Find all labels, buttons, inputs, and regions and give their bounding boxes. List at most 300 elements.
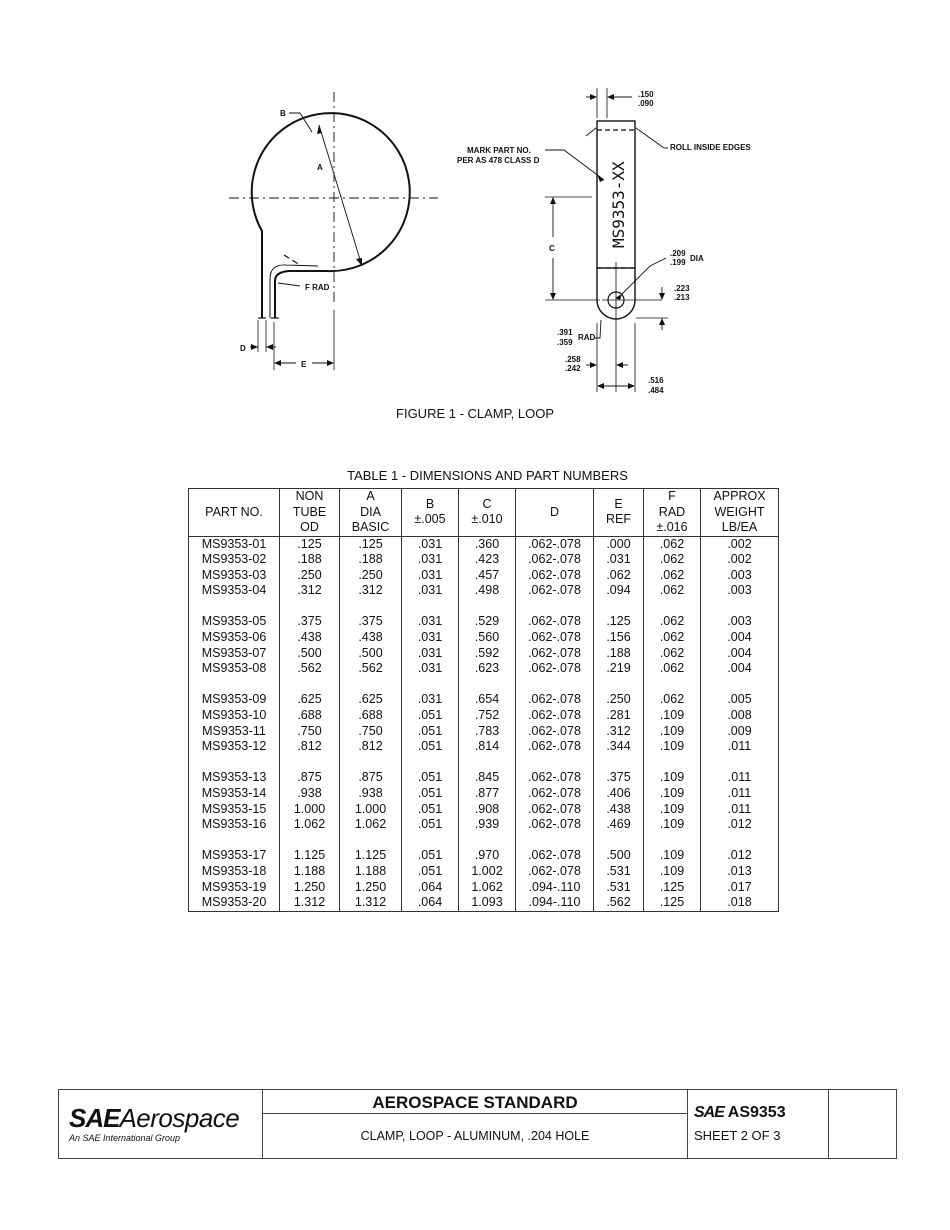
document-number-cell <box>688 1090 829 1158</box>
header-line: APPROX <box>713 489 766 503</box>
table-cell: .051 <box>402 802 459 818</box>
table-row <box>189 802 779 818</box>
table-cell: .281 <box>594 708 644 724</box>
part-number-cell: MS9353-18 <box>189 864 280 880</box>
table-cell: .560 <box>459 630 516 646</box>
table-cell: .062-.078 <box>516 614 594 630</box>
spacer-cell <box>340 833 402 849</box>
header-cell <box>340 489 402 537</box>
spacer-cell <box>516 755 594 771</box>
table-cell: .031 <box>402 568 459 584</box>
table-cell: .562 <box>594 895 644 911</box>
part-number-cell: MS9353-15 <box>189 802 280 818</box>
label-a: A <box>317 163 323 172</box>
table-cell: .062-.078 <box>516 568 594 584</box>
table-cell: .109 <box>644 786 701 802</box>
table-row <box>189 786 779 802</box>
table-cell: .938 <box>280 786 340 802</box>
header-line: LB/EA <box>721 520 758 534</box>
group-spacer <box>189 755 779 771</box>
part-number-cell: MS9353-10 <box>189 708 280 724</box>
table-cell: 1.188 <box>340 864 402 880</box>
table-cell: .783 <box>459 724 516 740</box>
table-cell: .812 <box>340 739 402 755</box>
table-cell: .031 <box>402 614 459 630</box>
part-number-cell: MS9353-02 <box>189 552 280 568</box>
document-subtitle: CLAMP, LOOP - ALUMINUM, .204 HOLE <box>360 1129 590 1143</box>
table-cell: .908 <box>459 802 516 818</box>
table-cell: .125 <box>280 536 340 552</box>
table-cell: .031 <box>402 646 459 662</box>
table-cell: .625 <box>280 692 340 708</box>
table-cell: .009 <box>701 724 779 740</box>
table-row <box>189 692 779 708</box>
table-cell: 1.000 <box>280 802 340 818</box>
table-cell: .109 <box>644 817 701 833</box>
table-cell: .051 <box>402 817 459 833</box>
table-cell: .062-.078 <box>516 630 594 646</box>
table-row <box>189 568 779 584</box>
table-cell: .012 <box>701 817 779 833</box>
table-cell: .051 <box>402 848 459 864</box>
table-cell: .531 <box>594 864 644 880</box>
table-cell: .094-.110 <box>516 880 594 896</box>
table-cell: .312 <box>594 724 644 740</box>
label-f-rad: F RAD <box>305 283 330 292</box>
table-cell: .062-.078 <box>516 864 594 880</box>
table-cell: .375 <box>340 614 402 630</box>
spacer-cell <box>189 755 280 771</box>
header-line: A <box>366 489 375 503</box>
table-cell: .062 <box>644 692 701 708</box>
table-cell: .062-.078 <box>516 724 594 740</box>
spacer-cell <box>340 677 402 693</box>
spacer-cell <box>402 833 459 849</box>
header-line: B <box>425 496 435 511</box>
document-type-title: AEROSPACE STANDARD <box>263 1090 687 1114</box>
table-cell: .375 <box>280 614 340 630</box>
table-cell: .062-.078 <box>516 692 594 708</box>
group-spacer <box>189 677 779 693</box>
table-cell: .562 <box>340 661 402 677</box>
table-cell: .970 <box>459 848 516 864</box>
clamp-loop-drawing <box>0 0 950 430</box>
part-number-cell: MS9353-19 <box>189 880 280 896</box>
part-number-cell: MS9353-09 <box>189 692 280 708</box>
logo-tagline: An SAE International Group <box>69 1133 181 1143</box>
table-cell: .062 <box>644 536 701 552</box>
table-cell: .062-.078 <box>516 802 594 818</box>
table-row <box>189 661 779 677</box>
table-row <box>189 614 779 630</box>
table-cell: 1.125 <box>280 848 340 864</box>
table-cell: .109 <box>644 724 701 740</box>
header-cell <box>280 489 340 537</box>
table-cell: .814 <box>459 739 516 755</box>
table-row <box>189 552 779 568</box>
spacer-cell <box>594 833 644 849</box>
table-cell: .188 <box>280 552 340 568</box>
table-cell: .094-.110 <box>516 895 594 911</box>
label-roll-inside-edges: ROLL INSIDE EDGES <box>670 143 751 152</box>
table-header <box>189 489 779 537</box>
header-line: C <box>482 496 492 511</box>
table-cell: .064 <box>402 895 459 911</box>
spacer-cell <box>402 677 459 693</box>
spacer-cell <box>280 599 340 615</box>
table-cell: .094 <box>594 583 644 599</box>
label-offset-242: .242 <box>565 364 581 373</box>
table-cell: .062-.078 <box>516 536 594 552</box>
table-cell: .250 <box>594 692 644 708</box>
table-cell: .109 <box>644 770 701 786</box>
header-cell <box>459 489 516 537</box>
sae-mark-small: SAE <box>694 1104 724 1121</box>
table-row <box>189 708 779 724</box>
table-cell: .062 <box>644 583 701 599</box>
label-d: D <box>240 344 246 353</box>
table-cell: 1.250 <box>340 880 402 896</box>
header-line: OD <box>300 520 319 534</box>
spacer-cell <box>402 599 459 615</box>
table-cell: .017 <box>701 880 779 896</box>
table-cell: .469 <box>594 817 644 833</box>
table-cell: .062-.078 <box>516 661 594 677</box>
header-line: WEIGHT <box>714 504 765 519</box>
spacer-cell <box>189 677 280 693</box>
table-cell: .219 <box>594 661 644 677</box>
table-cell: .031 <box>402 661 459 677</box>
table-cell: .939 <box>459 817 516 833</box>
table-cell: .062 <box>644 568 701 584</box>
spacer-cell <box>459 833 516 849</box>
table-cell: .125 <box>644 895 701 911</box>
spacer-cell <box>189 833 280 849</box>
table-cell: .051 <box>402 786 459 802</box>
table-cell: .875 <box>280 770 340 786</box>
spacer-cell <box>701 677 779 693</box>
label-hole-209: .209 <box>670 249 686 258</box>
table-row <box>189 739 779 755</box>
table-cell: .062-.078 <box>516 646 594 662</box>
table-cell: .004 <box>701 661 779 677</box>
table-cell: .592 <box>459 646 516 662</box>
spacer-cell <box>701 755 779 771</box>
spacer-cell <box>594 599 644 615</box>
table-cell: .125 <box>594 614 644 630</box>
table-cell: .312 <box>280 583 340 599</box>
table-cell: .051 <box>402 864 459 880</box>
table-cell: .562 <box>280 661 340 677</box>
table-cell: .031 <box>594 552 644 568</box>
table-cell: .344 <box>594 739 644 755</box>
table-cell: .938 <box>340 786 402 802</box>
table-cell: .654 <box>459 692 516 708</box>
header-line: NON <box>295 489 324 503</box>
part-number-cell: MS9353-16 <box>189 817 280 833</box>
table-cell: .500 <box>594 848 644 864</box>
table-row <box>189 724 779 740</box>
header-line: ±.016 <box>656 520 688 534</box>
spacer-cell <box>644 755 701 771</box>
table-cell: 1.093 <box>459 895 516 911</box>
header-line: PART NO. <box>205 504 263 519</box>
title-cell <box>263 1090 688 1158</box>
table-cell: .062-.078 <box>516 552 594 568</box>
table-cell: .109 <box>644 739 701 755</box>
label-mark-part-line2: PER AS 478 CLASS D <box>457 156 540 165</box>
group-spacer <box>189 599 779 615</box>
table-cell: .500 <box>280 646 340 662</box>
table-cell: .062-.078 <box>516 786 594 802</box>
table-cell: .011 <box>701 786 779 802</box>
table-cell: .004 <box>701 630 779 646</box>
label-edge-223: .223 <box>674 284 690 293</box>
label-rad-391: .391 <box>557 328 573 337</box>
document-number <box>694 1104 786 1122</box>
part-number-cell: MS9353-17 <box>189 848 280 864</box>
part-number-cell: MS9353-20 <box>189 895 280 911</box>
label-rad-359: .359 <box>557 338 573 347</box>
spacer-cell <box>189 599 280 615</box>
part-number-cell: MS9353-07 <box>189 646 280 662</box>
label-c: C <box>549 244 555 253</box>
table-cell: .051 <box>402 739 459 755</box>
table-row <box>189 895 779 911</box>
logo-aerospace-text: Aerospace <box>119 1103 240 1133</box>
label-offset-258: .258 <box>565 355 581 364</box>
header-cell <box>189 489 280 537</box>
table-cell: .004 <box>701 646 779 662</box>
dimensions-table <box>188 488 779 912</box>
table-cell: .845 <box>459 770 516 786</box>
label-width-150: .150 <box>638 90 654 99</box>
table-cell: 1.312 <box>340 895 402 911</box>
part-number-cell: MS9353-01 <box>189 536 280 552</box>
table-cell: .011 <box>701 802 779 818</box>
doc-number-text: AS9353 <box>727 1104 786 1121</box>
table-cell: .062-.078 <box>516 739 594 755</box>
table-cell: .031 <box>402 692 459 708</box>
spacer-cell <box>280 833 340 849</box>
table-cell: .062 <box>644 614 701 630</box>
table-cell: .312 <box>340 583 402 599</box>
table-row <box>189 536 779 552</box>
table-cell: .109 <box>644 708 701 724</box>
spacer-cell <box>280 755 340 771</box>
table-cell: 1.188 <box>280 864 340 880</box>
table-cell: .877 <box>459 786 516 802</box>
header-cell <box>644 489 701 537</box>
table-cell: .062 <box>644 661 701 677</box>
table-cell: .125 <box>644 880 701 896</box>
table-cell: .051 <box>402 770 459 786</box>
spacer-cell <box>340 755 402 771</box>
label-b: B <box>280 109 286 118</box>
spacer-cell <box>594 677 644 693</box>
label-width-090: .090 <box>638 99 654 108</box>
part-number-cell: MS9353-04 <box>189 583 280 599</box>
table-cell: .062-.078 <box>516 770 594 786</box>
spacer-cell <box>402 755 459 771</box>
table-cell: .750 <box>340 724 402 740</box>
table-title: TABLE 1 - DIMENSIONS AND PART NUMBERS <box>347 468 628 483</box>
table-cell: .018 <box>701 895 779 911</box>
spacer-cell <box>459 755 516 771</box>
table-cell: 1.000 <box>340 802 402 818</box>
table-cell: .002 <box>701 536 779 552</box>
table-cell: .008 <box>701 708 779 724</box>
table-body <box>189 536 779 911</box>
header-line: RAD <box>658 504 686 519</box>
table-cell: 1.250 <box>280 880 340 896</box>
part-number-cell: MS9353-11 <box>189 724 280 740</box>
table-cell: .051 <box>402 708 459 724</box>
table-cell: .500 <box>340 646 402 662</box>
table-cell: .005 <box>701 692 779 708</box>
label-hole-dia: DIA <box>690 254 704 263</box>
table-cell: 1.125 <box>340 848 402 864</box>
part-number-cell: MS9353-12 <box>189 739 280 755</box>
table-cell: .250 <box>340 568 402 584</box>
table-row <box>189 817 779 833</box>
table-cell: .031 <box>402 552 459 568</box>
table-cell: .003 <box>701 568 779 584</box>
table-cell: .250 <box>280 568 340 584</box>
table-cell: 1.062 <box>280 817 340 833</box>
sheet-number: SHEET 2 OF 3 <box>694 1128 781 1143</box>
table-cell: .531 <box>594 880 644 896</box>
table-cell: .062-.078 <box>516 583 594 599</box>
sae-aerospace-logo <box>59 1090 263 1158</box>
spacer-cell <box>516 833 594 849</box>
table-cell: .064 <box>402 880 459 896</box>
table-cell: .011 <box>701 739 779 755</box>
revision-cell <box>829 1090 896 1158</box>
header-line: DIA <box>360 504 381 519</box>
table-cell: .002 <box>701 552 779 568</box>
table-cell: .625 <box>340 692 402 708</box>
group-spacer <box>189 833 779 849</box>
table-cell: .688 <box>280 708 340 724</box>
spacer-cell <box>459 599 516 615</box>
spacer-cell <box>701 833 779 849</box>
table-cell: .062 <box>644 646 701 662</box>
table-cell: .031 <box>402 630 459 646</box>
table-cell: .438 <box>280 630 340 646</box>
title-block <box>58 1089 897 1159</box>
label-e: E <box>301 360 307 369</box>
label-width-484: .484 <box>648 386 664 395</box>
table-row <box>189 583 779 599</box>
header-line: E <box>614 496 623 511</box>
table-cell: 1.002 <box>459 864 516 880</box>
header-line: BASIC <box>351 520 390 534</box>
header-cell <box>402 489 459 537</box>
spacer-cell <box>280 677 340 693</box>
table-cell: .529 <box>459 614 516 630</box>
label-mark-part-line1: MARK PART NO. <box>467 146 531 155</box>
table-cell: .623 <box>459 661 516 677</box>
table-cell: .011 <box>701 770 779 786</box>
table-cell: .125 <box>340 536 402 552</box>
table-row <box>189 630 779 646</box>
table-row <box>189 646 779 662</box>
table-cell: .438 <box>340 630 402 646</box>
table-cell: .062 <box>594 568 644 584</box>
table-cell: .013 <box>701 864 779 880</box>
part-number-cell: MS9353-14 <box>189 786 280 802</box>
table-cell: .188 <box>594 646 644 662</box>
spacer-cell <box>644 833 701 849</box>
table-row <box>189 848 779 864</box>
table-cell: .752 <box>459 708 516 724</box>
table-cell: .750 <box>280 724 340 740</box>
table-cell: .062-.078 <box>516 848 594 864</box>
table-cell: .423 <box>459 552 516 568</box>
header-line: ±.010 <box>471 512 503 527</box>
header-cell <box>594 489 644 537</box>
table-cell: .457 <box>459 568 516 584</box>
table-cell: .000 <box>594 536 644 552</box>
table-cell: .498 <box>459 583 516 599</box>
spacer-cell <box>459 677 516 693</box>
header-cell <box>701 489 779 537</box>
table-cell: .031 <box>402 536 459 552</box>
table-cell: .375 <box>594 770 644 786</box>
header-line: ±.005 <box>414 512 446 527</box>
part-number-stamp: MS9353-XX <box>609 161 628 248</box>
label-hole-199: .199 <box>670 258 686 267</box>
table-cell: .688 <box>340 708 402 724</box>
label-rad: RAD <box>578 333 596 342</box>
table-cell: 1.312 <box>280 895 340 911</box>
header-cell <box>516 489 594 537</box>
part-number-cell: MS9353-05 <box>189 614 280 630</box>
header-line: F <box>668 489 676 503</box>
table-cell: .062 <box>644 630 701 646</box>
spacer-cell <box>594 755 644 771</box>
table-cell: .188 <box>340 552 402 568</box>
label-width-516: .516 <box>648 376 664 385</box>
logo-sae-text: SAE <box>69 1103 120 1133</box>
table-cell: .360 <box>459 536 516 552</box>
spacer-cell <box>644 599 701 615</box>
part-number-cell: MS9353-08 <box>189 661 280 677</box>
table-cell: .875 <box>340 770 402 786</box>
header-line: TUBE <box>292 504 327 519</box>
header-line: REF <box>606 512 631 527</box>
part-number-cell: MS9353-03 <box>189 568 280 584</box>
table-cell: .406 <box>594 786 644 802</box>
table-cell: .003 <box>701 614 779 630</box>
part-number-cell: MS9353-06 <box>189 630 280 646</box>
table-cell: .062-.078 <box>516 708 594 724</box>
table-cell: 1.062 <box>459 880 516 896</box>
label-edge-213: .213 <box>674 293 690 302</box>
table-cell: .003 <box>701 583 779 599</box>
figure-caption: FIGURE 1 - CLAMP, LOOP <box>396 406 554 421</box>
part-number-cell: MS9353-13 <box>189 770 280 786</box>
spacer-cell <box>644 677 701 693</box>
table-cell: .109 <box>644 802 701 818</box>
table-cell: .812 <box>280 739 340 755</box>
table-row <box>189 770 779 786</box>
spacer-cell <box>340 599 402 615</box>
header-line: D <box>549 504 560 519</box>
spacer-cell <box>516 599 594 615</box>
table-cell: .031 <box>402 583 459 599</box>
